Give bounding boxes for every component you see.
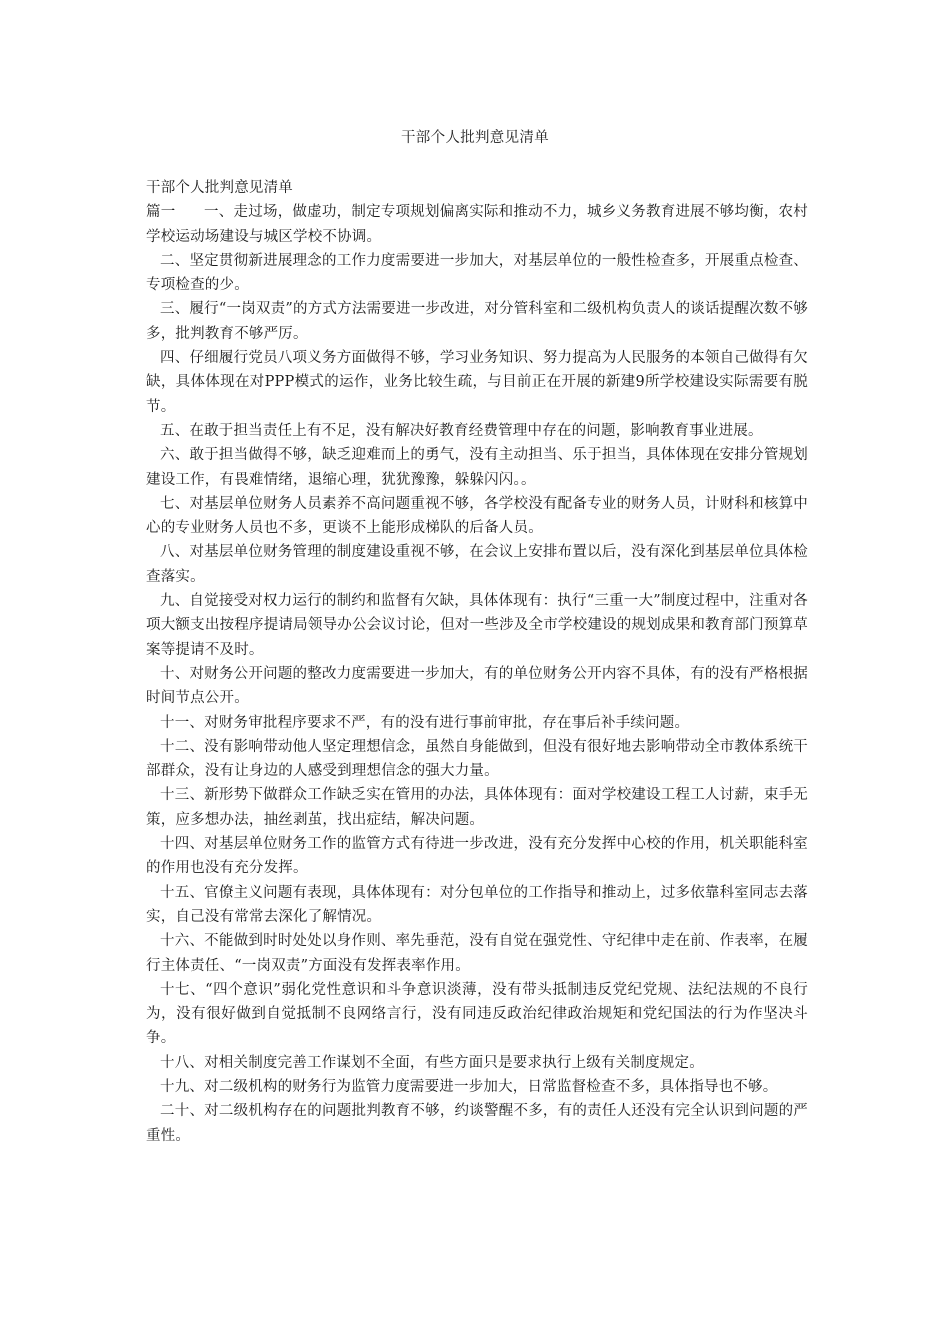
section-label: 篇一 bbox=[146, 204, 176, 221]
paragraph: 十、对财务公开问题的整改力度需要进一步加大，有的单位财务公开内容不具体，有的没有严格根据时间节点公开。 bbox=[146, 665, 808, 707]
paragraph: 五、在敢于担当责任上有不足，没有解决好教育经费管理中存在的问题，影响教育事业进展。 bbox=[160, 422, 763, 439]
paragraph: 八、对基层单位财务管理的制度建设重视不够，在会议上安排布置以后，没有深化到基层单位具体检查落实。 bbox=[146, 544, 808, 585]
paragraph: 二、坚定贯彻新进展理念的工作力度需要进一步加大，对基层单位的一般性检查多，开展重点检查、专项检查的少。 bbox=[146, 252, 808, 294]
paragraph: 十五、官僚主义问题有表现，具体体现有：对分包单位的工作指导和推动上，过多依靠科室同志去落实，自己没有常常去深化了解情况。 bbox=[146, 884, 808, 925]
paragraph: 七、对基层单位财务人员素养不高问题重视不够，各学校没有配备专业的财务人员，计财科和核算中心的专业财务人员也不多，更谈不上能形成梯队的后备人员。 bbox=[146, 495, 808, 537]
paragraph: 十三、新形势下做群众工作缺乏实在管用的办法，具体体现有：面对学校建设工程工人讨薪，束手无策，应多想办法，抽丝剥茧，找出症结，解决问题。 bbox=[146, 787, 808, 828]
paragraph: 六、敢于担当做得不够，缺乏迎难而上的勇气，没有主动担当、乐于担当，具体体现在安排分管规划建设工作，有畏难情绪，退缩心理，犹犹豫豫，躲躲闪闪。。 bbox=[146, 447, 808, 488]
document-title: 干部个人批判意见清单 bbox=[401, 130, 549, 146]
paragraph: 十二、没有影响带动他人坚定理想信念，虽然自身能做到，但没有很好地去影响带动全市教体系统干部群众，没有让身边的人感受到理想信念的强大力量。 bbox=[146, 738, 808, 780]
paragraph: 四、仔细履行党员八项义务方面做得不够，学习业务知识、努力提高为人民服务的本领自己做得有欠缺，具体体现在对PPP模式的运作，业务比较生疏，与目前正在开展的新建9所学校建设实际需要有脱节。 bbox=[146, 350, 808, 415]
paragraph: 二十、对二级机构存在的问题批判教育不够，约谈警醒不多，有的责任人还没有完全认识到问题的严重性。 bbox=[146, 1103, 808, 1144]
document-body bbox=[146, 176, 808, 1148]
paragraph: 十一、对财务审批程序要求不严，有的没有进行事前审批，存在事后补手续问题。 bbox=[160, 714, 690, 731]
paragraph-text: 一、走过场，做虚功，制定专项规划偏离实际和推动不力，城乡义务教育进展不够均衡，农村学校运动场建设与城区学校不协调。 bbox=[146, 204, 808, 245]
paragraph: 十六、不能做到时时处处以身作则、率先垂范，没有自觉在强党性、守纪律中走在前、作表率，在履行主体责任、“一岗双责”方面没有发挥表率作用。 bbox=[146, 933, 808, 974]
paragraph: 十四、对基层单位财务工作的监管方式有待进一步改进，没有充分发挥中心校的作用，机关职能科室的作用也没有充分发挥。 bbox=[146, 836, 808, 877]
paragraph: 三、履行“一岗双责”的方式方法需要进一步改进，对分管科室和二级机构负责人的谈话提醒次数不够多，批判教育不够严厉。 bbox=[146, 301, 808, 342]
paragraph: 十八、对相关制度完善工作谋划不全面，有些方面只是要求执行上级有关制度规定。 bbox=[160, 1054, 704, 1071]
paragraph: 九、自觉接受对权力运行的制约和监督有欠缺，具体体现有：执行“三重一大”制度过程中，注重对各项大额支出按程序提请局领导办公会议讨论，但对一些涉及全市学校建设的规划成果和教育部门预算草案等提请不及时。 bbox=[146, 593, 808, 658]
paragraph: 十七、“四个意识”弱化党性意识和斗争意识淡薄，没有带头抵制违反党纪党规、法纪法规的不良行为，没有很好做到自觉抵制不良网络言行，没有同违反政治纪律政治规矩和党纪国法的行为作坚决斗争。 bbox=[146, 981, 808, 1047]
document-subtitle: 干部个人批判意见清单 bbox=[146, 180, 293, 196]
first-paragraph bbox=[146, 200, 808, 249]
paragraph: 十九、对二级机构的财务行为监管力度需要进一步加大，日常监督检查不多，具体指导也不够。 bbox=[160, 1078, 778, 1095]
